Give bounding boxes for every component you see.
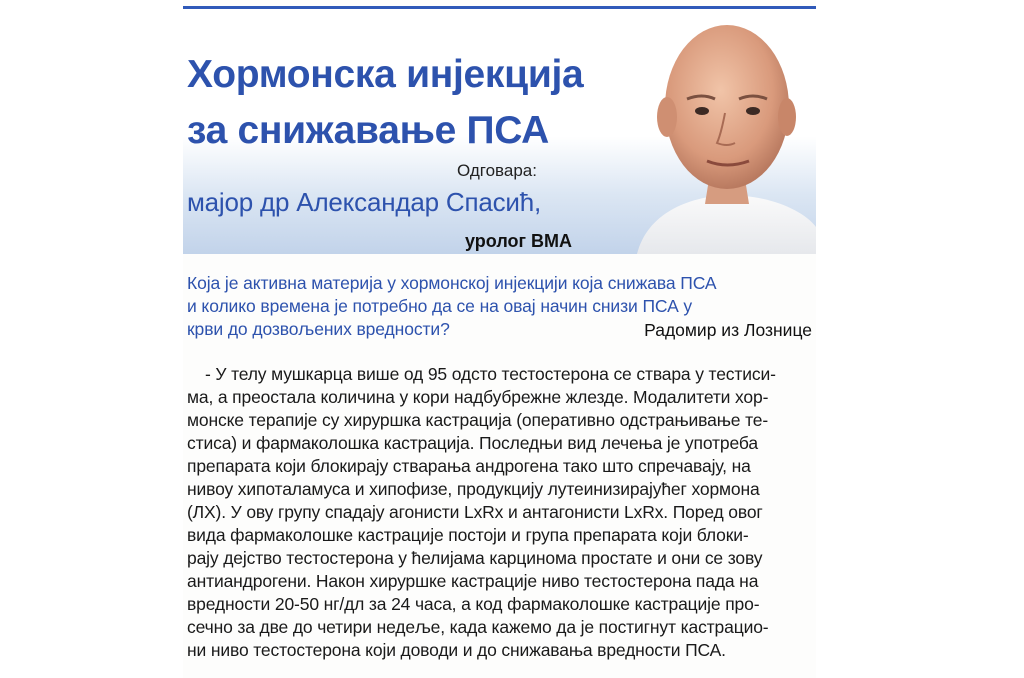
question-line: и колико времена је потребно да се на овај начин снизи ПСА у <box>187 296 693 316</box>
body-line: - У телу мушкарца више од 95 одсто тестостерона се ствара у тестиси- <box>205 364 776 384</box>
article-page <box>183 0 816 678</box>
body-line: нивоу хипоталамуса и хипофизе, продукцију лутеинизирајућег хормона <box>187 479 760 499</box>
body-line: препарата који блокирају стварања андрогена тако што спречавају, на <box>187 456 751 476</box>
body-line: монске терапије су хируршка кастрација (оперативно одстрањивање те- <box>187 410 769 430</box>
body-line: рају дејство тестостерона у ћелијама карцинома простате и они се зову <box>187 548 763 568</box>
body-line: ни ниво тестостерона који доводи и до снижавања вредности ПСА. <box>187 640 726 660</box>
body-line: сечно за две до четири недеље, када кажемо да је постигнут кастрацио- <box>187 617 769 637</box>
answers-label: Одговара: <box>457 161 537 180</box>
title-line-1: Хормонска инјекција <box>187 53 584 96</box>
body-line: вредности 20-50 нг/дл за 24 часа, а код фармаколошке кастрације про- <box>187 594 760 614</box>
answer-body <box>187 363 813 662</box>
body-line: (ЛХ). У ову групу спадају агонисти LxRx и антагонисти LxRx. Поред овог <box>187 502 763 522</box>
title-line-2: за снижавање ПСА <box>187 109 550 152</box>
author-name: мајор др Александар Спасић, <box>187 187 542 217</box>
article-title <box>187 47 583 159</box>
author-role: уролог ВМА <box>465 231 572 251</box>
article-header <box>183 9 816 254</box>
question-asker: Радомир из Лознице <box>644 320 812 340</box>
body-line: вида фармаколошке кастрације постоји и група препарата који блоки- <box>187 525 749 545</box>
body-line: ма, а преостала количина у кори надбубрежне жлезде. Модалитети хор- <box>187 387 769 407</box>
question-line: крви до дозвољених вредности? <box>187 319 450 339</box>
author-portrait <box>617 9 816 254</box>
question-line: Која је активна материја у хормонској инјекцији која снижава ПСА <box>187 273 717 293</box>
body-line: стиса) и фармаколошка кастрација. Последњи вид лечења је употреба <box>187 433 758 453</box>
body-line: антиандрогени. Након хируршке кастрације ниво тестостерона пада на <box>187 571 759 591</box>
